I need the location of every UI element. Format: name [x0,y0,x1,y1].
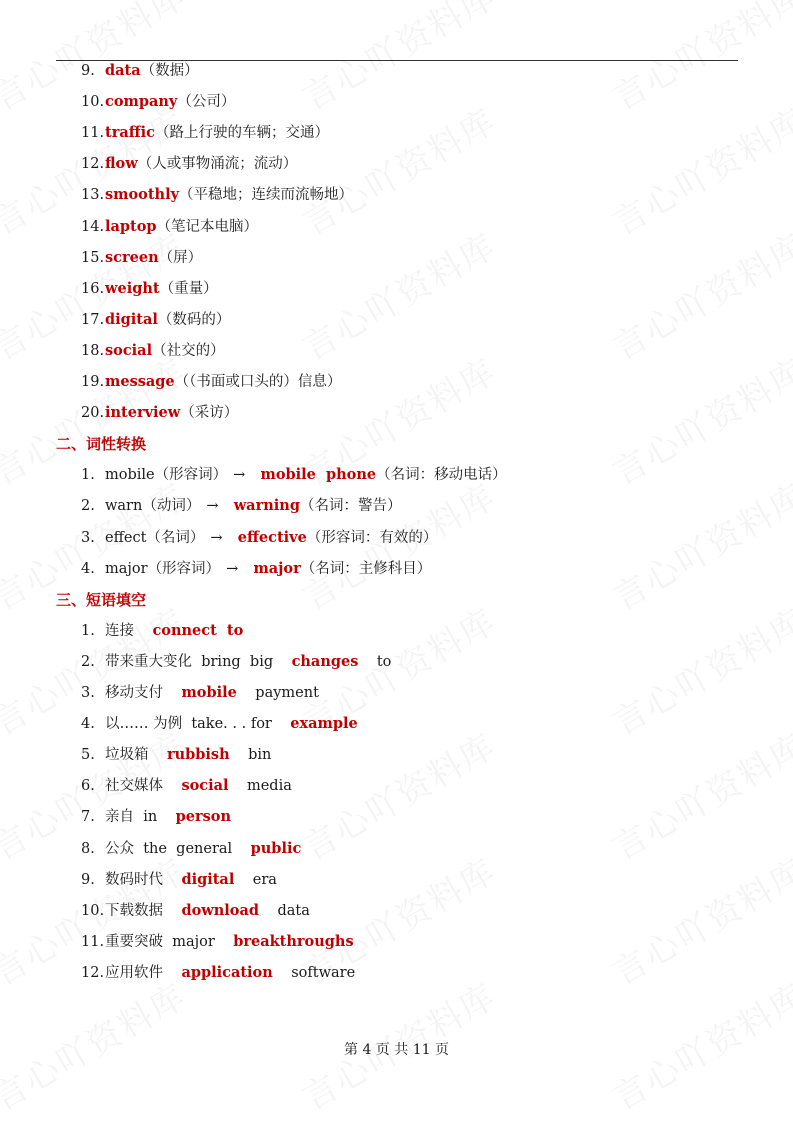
part-of-speech: （形容词） [154,467,228,484]
phrase-suffix: to [376,653,392,670]
conversion-item [81,558,431,580]
phrase-answer: example [290,715,358,733]
conversion-answer: warning [233,497,300,515]
phrase-chinese: 重要突破 [105,933,163,950]
vocab-item [81,216,258,238]
vocab-meaning: （（书面或口头的）信息） [174,374,342,390]
vocab-item [81,60,199,82]
item-number: 20. [81,405,105,422]
item-number: 4. [81,716,95,733]
phrase-prefix: the general [143,840,233,857]
phrase-chinese: 亲自 [105,809,134,826]
vocab-item [81,340,225,362]
conversion-answer: effective [237,528,307,546]
item-number: 12. [81,964,105,981]
arrow-icon: → [206,498,219,515]
vocab-answer: data [105,62,141,79]
vocab-item [81,91,235,113]
phrase-item [81,651,391,673]
item-number: 13. [81,187,105,204]
phrase-item [81,682,319,704]
phrase-item [81,962,355,984]
vocab-meaning: （屏） [158,249,203,266]
phrase-prefix: major [172,933,215,950]
watermark-text [602,469,793,619]
item-number: 14. [81,218,105,235]
phrase-chinese: 社交媒体 [105,778,163,795]
phrase-chinese: 下载数据 [105,902,163,919]
phrase-answer: download [181,901,259,919]
item-number: 9. [81,63,95,79]
answer-meaning: （名词：警告） [299,498,402,515]
phrase-answer: mobile [181,684,237,701]
phrase-chinese: 以…… 为例 [105,716,183,733]
vocab-item [81,247,202,269]
item-number: 3. [81,529,95,546]
phrase-item [81,775,292,797]
item-number: 15. [81,249,105,266]
phrase-answer: connect to [152,621,244,639]
phrase-answer: rubbish [166,746,230,764]
item-number: 4. [81,560,95,577]
vocab-meaning: （路上行驶的车辆；交通） [154,125,329,142]
phrase-chinese: 带来重大变化 [105,653,192,670]
vocab-answer: flow [105,155,138,173]
vocab-item [81,184,353,206]
vocab-answer: smoothly [105,186,180,204]
part-of-speech: （名词） [146,529,205,546]
vocab-meaning: （人或事物涌流；流动） [137,156,298,173]
phrase-chinese: 移动支付 [105,685,163,701]
section-title: 三、短语填空 [56,590,147,609]
phrase-answer: changes [291,652,359,670]
vocab-item [81,402,238,424]
phrase-prefix: bring big [201,653,274,670]
vocab-item [81,309,230,331]
phrase-item [81,838,301,860]
vocab-answer: digital [105,310,158,328]
vocab-item [81,122,329,144]
answer-meaning: （名词：主修科目） [300,560,432,577]
phrase-chinese: 应用软件 [105,964,163,981]
phrase-suffix: software [291,964,356,981]
watermark-text [292,94,504,244]
vocab-answer: company [105,93,178,111]
phrase-answer: digital [181,870,235,888]
item-number: 11. [81,125,105,142]
base-word: effect [105,529,147,546]
vocab-meaning: （采访） [180,405,239,422]
arrow-icon: → [233,467,246,484]
part-of-speech: （形容词） [147,560,221,577]
item-number: 11. [81,933,105,950]
vocab-answer: social [105,341,153,359]
answer-meaning: （形容词：有效的） [306,529,438,546]
phrase-suffix: data [277,902,310,919]
vocab-meaning: （平稳地；连续而流畅地） [179,187,354,204]
vocab-answer: laptop [105,217,157,235]
item-number: 19. [81,374,105,390]
conversion-answer: major [253,559,301,577]
vocab-answer: message [105,373,175,390]
phrase-answer: application [181,963,273,981]
base-word: major [105,560,148,577]
base-word: mobile [105,467,155,484]
item-number: 1. [81,467,95,484]
phrase-answer: breakthroughs [233,932,354,950]
vocab-answer: interview [105,404,181,422]
vocab-meaning: （数据） [140,63,199,79]
item-number: 6. [81,778,95,795]
part-of-speech: （动词） [142,498,201,515]
vocab-answer: traffic [105,124,155,142]
phrase-chinese: 公众 [105,840,134,857]
vocab-answer: weight [105,279,160,297]
watermark-text [602,344,793,494]
watermark-text [292,719,504,869]
answer-meaning: （名词：移动电话） [376,467,507,484]
vocab-meaning: （数码的） [157,311,231,328]
phrase-suffix: era [252,871,277,888]
conversion-item [81,464,507,486]
phrase-item [81,744,271,766]
item-number: 18. [81,342,105,359]
conversion-answer: mobile phone [260,466,377,484]
vocab-meaning: （重量） [159,280,218,297]
phrase-chinese: 数码时代 [105,871,163,888]
item-number: 8. [81,840,95,857]
vocab-answer: screen [105,248,159,266]
conversion-item [81,495,401,517]
phrase-item [81,713,358,735]
item-number: 10. [81,94,105,111]
phrase-item [81,900,310,922]
vocab-item [81,371,341,393]
vocab-meaning: （社交的） [152,342,225,359]
phrase-chinese: 连接 [105,622,134,639]
vocab-meaning: （公司） [177,94,236,111]
section-title: 二、词性转换 [56,435,147,454]
phrase-suffix: bin [248,747,272,764]
vocab-meaning: （笔记本电脑） [156,218,259,235]
watermark-text [602,94,793,244]
watermark-text [292,219,504,369]
item-number: 1. [81,622,95,639]
item-number: 17. [81,311,105,328]
phrase-suffix: media [246,778,292,795]
phrase-item [81,806,231,828]
arrow-icon: → [210,529,223,546]
base-word: warn [105,498,143,515]
phrase-item [81,931,354,953]
item-number: 3. [81,685,95,701]
watermark-text [602,844,793,994]
item-number: 7. [81,809,95,826]
watermark-text [602,594,793,744]
phrase-answer: person [175,808,232,826]
phrase-prefix: in [143,809,158,826]
phrase-suffix: payment [255,685,319,701]
phrase-prefix: take. . . for [191,716,272,733]
watermark-text [602,219,793,369]
phrase-item [81,869,277,891]
item-number: 2. [81,498,95,515]
phrase-chinese: 垃圾箱 [105,747,149,764]
item-number: 10. [81,902,105,919]
phrase-item [81,620,243,642]
arrow-icon: → [226,560,239,577]
vocab-item [81,153,297,175]
conversion-item [81,527,437,549]
page-footer: 第 4 页 共 11 页 [344,1042,449,1058]
item-number: 2. [81,653,95,670]
item-number: 5. [81,747,95,764]
watermark-text [602,719,793,869]
phrase-answer: public [250,839,302,857]
item-number: 9. [81,871,95,888]
vocab-item [81,278,218,300]
item-number: 16. [81,280,105,297]
item-number: 12. [81,156,105,173]
phrase-answer: social [181,777,229,795]
